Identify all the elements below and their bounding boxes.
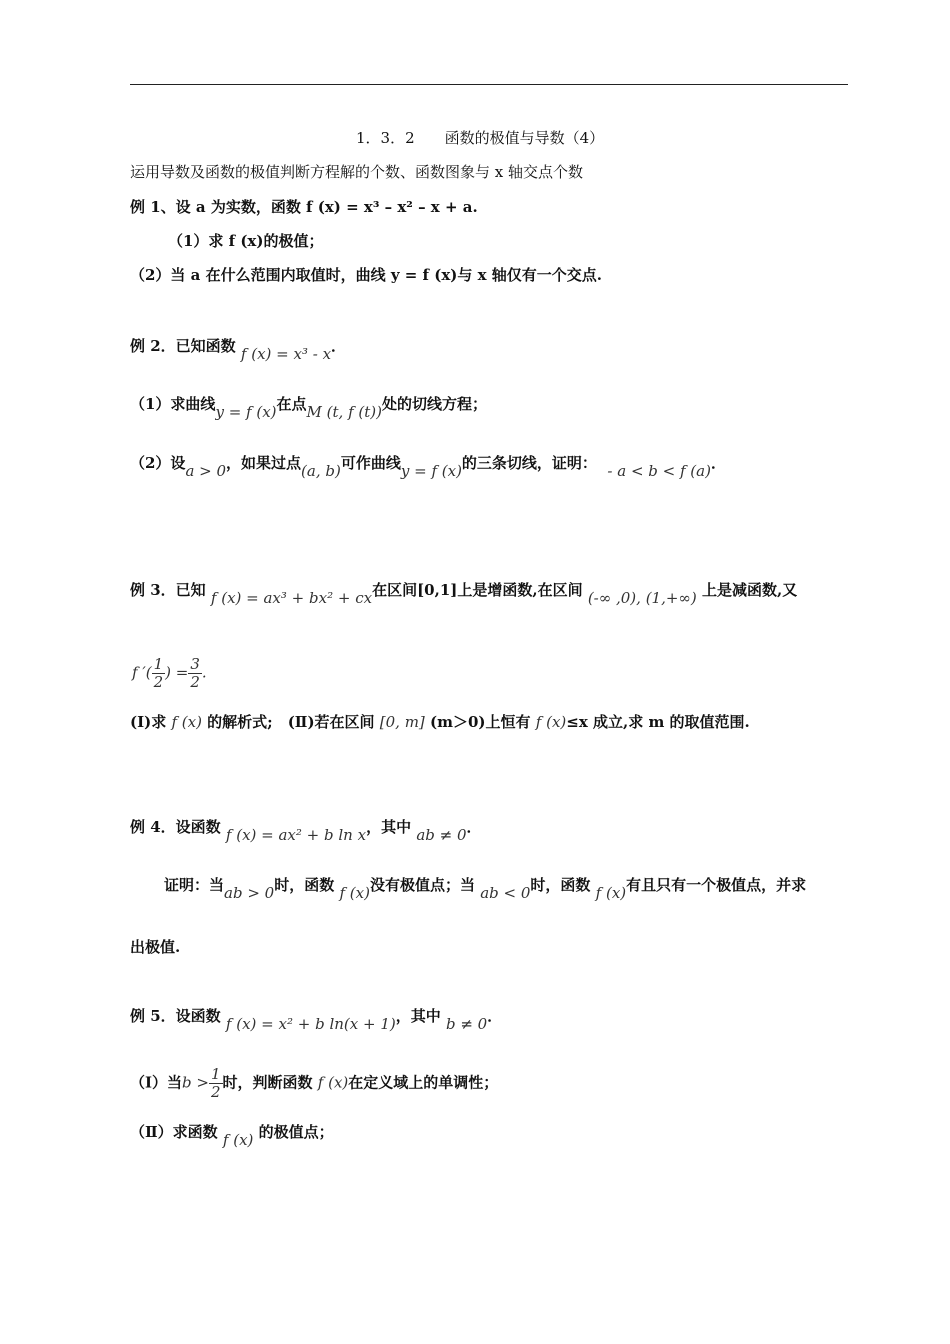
example-5-question-2 [130,1122,334,1149]
example-2-label: 例 2．已知函数 [130,337,236,355]
formula: (-∞ ,0), (1,+∞) [587,589,697,607]
text: 可作曲线 [340,454,401,472]
formula: [0, m] [379,713,425,731]
formula: y = f (x) [215,403,277,421]
formula: f (x) = ax³ + bx² + cx [210,589,373,607]
formula: f (x) [222,1131,254,1149]
text: （Ⅰ）当 [130,1073,183,1092]
denominator: 2 [153,673,164,691]
text: 时，函数 [274,876,335,894]
text: 没有极值点；当 [369,876,475,894]
text: 例 5．设函数 [130,1007,221,1025]
text: (m＞0)上恒有 [430,713,531,731]
example-3-statement [130,580,798,607]
fraction [188,656,202,691]
formula: f (x) [171,713,202,731]
text: 证明：当 [164,876,225,894]
example-2-statement: 例 2．已知函数 f (x) = x³ - x． [130,337,347,363]
text: 在区间[0,1]上是增函数,在区间 [372,581,583,599]
formula: f (x) [595,884,627,902]
text: 时，函数 [530,876,591,894]
fraction [209,1066,223,1101]
numerator: 1 [153,655,164,673]
example-1-statement: 例 1、设 a 为实数，函数 f (x) = x³ – x² – x + a. [130,198,478,216]
fraction [152,656,166,691]
text: （1）求曲线 [130,395,216,413]
text: ，其中 [366,818,412,836]
numerator: 1 [210,1065,221,1083]
formula: f (x) = ax² + b ln x [225,826,367,844]
text: 时，判断函数 [222,1073,313,1092]
text: 在定义域上的单调性； [348,1073,499,1092]
example-1-question-2: （2）当 a 在什么范围内取值时，曲线 y = f (x)与 x 轴仅有一个交点. [130,266,602,284]
text: ≤x 成立,求 m 的取值范围. [566,713,750,731]
header-rule [130,84,848,85]
formula: f (x) = x² + b ln(x + 1) [225,1015,396,1033]
denominator: 2 [210,1083,221,1101]
text: 处的切线方程； [381,395,487,413]
denominator: 2 [190,673,200,691]
example-4-proof-continued: 出极值. [130,938,181,956]
page-title: 1．3．2 函数的极值与导数（4） [356,129,605,147]
example-4-statement: 例 4．设函数 f (x) = ax² + b ln x，其中 ab ≠ 0． [130,818,482,844]
formula: a > 0 [185,462,227,480]
text: （Ⅱ）求函数 [130,1123,218,1141]
text: 上是减函数,又 [702,581,798,599]
numerator: 3 [190,655,200,673]
text: 的三条切线，证明： [461,454,597,472]
formula: b ≠ 0 [445,1015,488,1033]
text: (Ⅰ)求 [130,713,167,731]
formula: M (t, f (t)) [306,403,382,421]
example-1-question-1: （1）求 f (x)的极值； [168,232,324,250]
text: 的解析式; (Ⅱ)若在区间 [207,713,375,731]
example-5-question-1 [130,1066,498,1101]
formula: y = f (x) [400,462,462,480]
example-3-condition: f ′( $\frac{1}{2}$ ) = $\frac{3}{2}$ . [132,655,207,691]
text: ，其中 [395,1007,441,1025]
formula: f (x) [535,713,567,731]
text: 例 4．设函数 [130,818,221,836]
example-4-proof [164,875,807,902]
text: 例 3．已知 [130,581,206,599]
formula: ) = [165,663,189,682]
text: 在点 [276,395,307,413]
formula: - a < b < f (a) [607,462,711,480]
formula: ab > 0 [224,884,275,902]
example-2-question-1 [130,394,487,421]
formula: ab ≠ 0 [416,826,467,844]
formula: b > [182,1073,209,1092]
example-2-formula: f (x) = x³ - x [240,345,332,363]
text: 有且只有一个极值点，并求 [626,876,807,894]
subtitle: 运用导数及函数的极值判断方程解的个数、函数图象与 x 轴交点个数 [130,163,583,181]
formula: ab < 0 [480,884,531,902]
text: ，如果过点 [226,454,302,472]
formula: (a, b) [301,462,341,480]
text: 的极值点； [258,1123,334,1141]
example-5-statement: 例 5．设函数 f (x) = x² + b ln(x + 1)，其中 b ≠ 0． [130,1007,503,1033]
text: （2）设 [130,454,186,472]
formula: f (x) [317,1073,349,1092]
example-3-questions [130,712,750,732]
formula: f ′( [132,663,152,682]
example-2-question-2: （2）设a > 0，如果过点(a, b)可作曲线y = f (x)的三条切线，证明： - a < b < f (a)． [130,454,726,480]
formula: f (x) [339,884,370,902]
